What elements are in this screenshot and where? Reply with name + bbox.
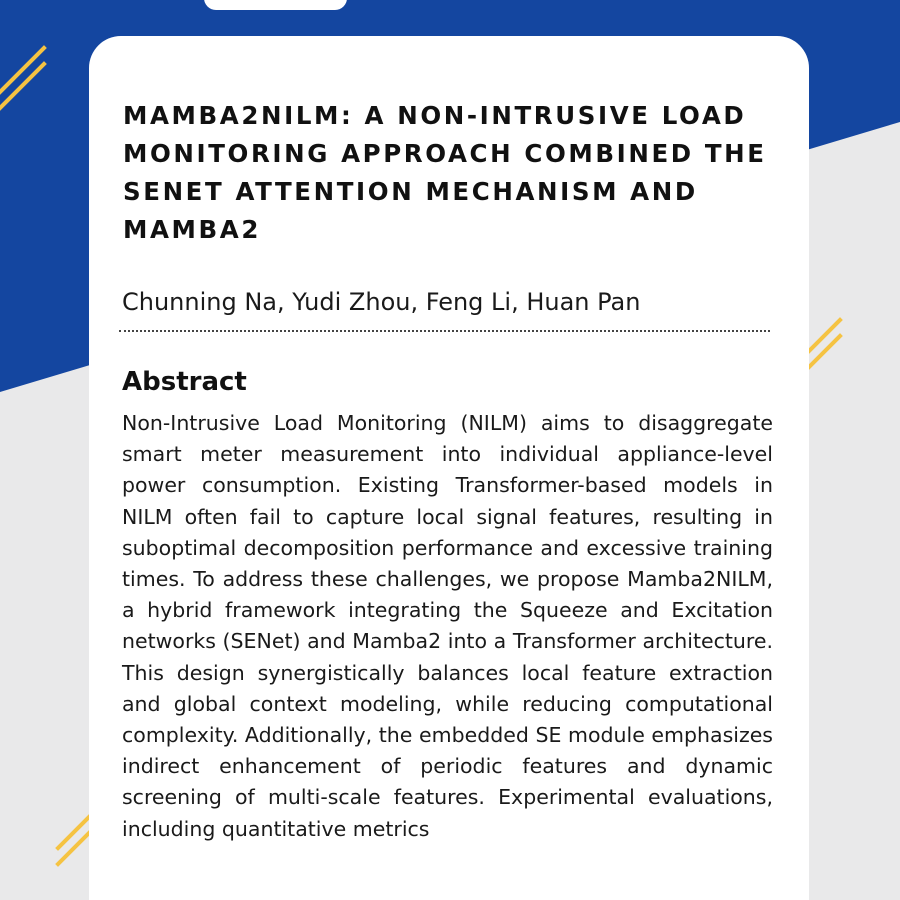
top-tab	[204, 0, 347, 10]
paper-title: MAMBA2NILM: A NON-INTRUSIVE LOAD MONITORING APPROACH COMBINED THE SENET ATTENTION MECHANISM AND MAMBA2	[123, 101, 767, 244]
stripe-right-1	[808, 320, 840, 352]
stripe-right-2	[808, 336, 840, 368]
stripe-bottom-left-2	[58, 833, 89, 864]
abstract-heading: Abstract	[122, 367, 247, 397]
dotted-divider	[119, 330, 770, 332]
abstract-text: Non-Intrusive Load Monitoring (NILM) aims to disaggregate smart meter measurement into individual appliance-level power consumption. Existing Transformer-based models in NILM often fail to capture local signal features, resulting in suboptimal decomposition performance and excessive training times. To address these challenges, we propose Mamba2NILM, a hybrid framework integrating the Squeeze and Excitation networks (SENet) and Mamba2 into a Transformer architecture. This design synergistically balances local feature extraction and global context modeling, while reducing computational complexity. Additionally, the embedded SE module emphasizes indirect enhancement of periodic features and dynamic screening of multi-scale features. Experimental evaluations, including quantitative metrics	[122, 411, 773, 841]
stripe-bottom-left-1	[58, 817, 89, 848]
paper-authors: Chunning Na, Yudi Zhou, Feng Li, Huan Pan	[122, 288, 641, 316]
